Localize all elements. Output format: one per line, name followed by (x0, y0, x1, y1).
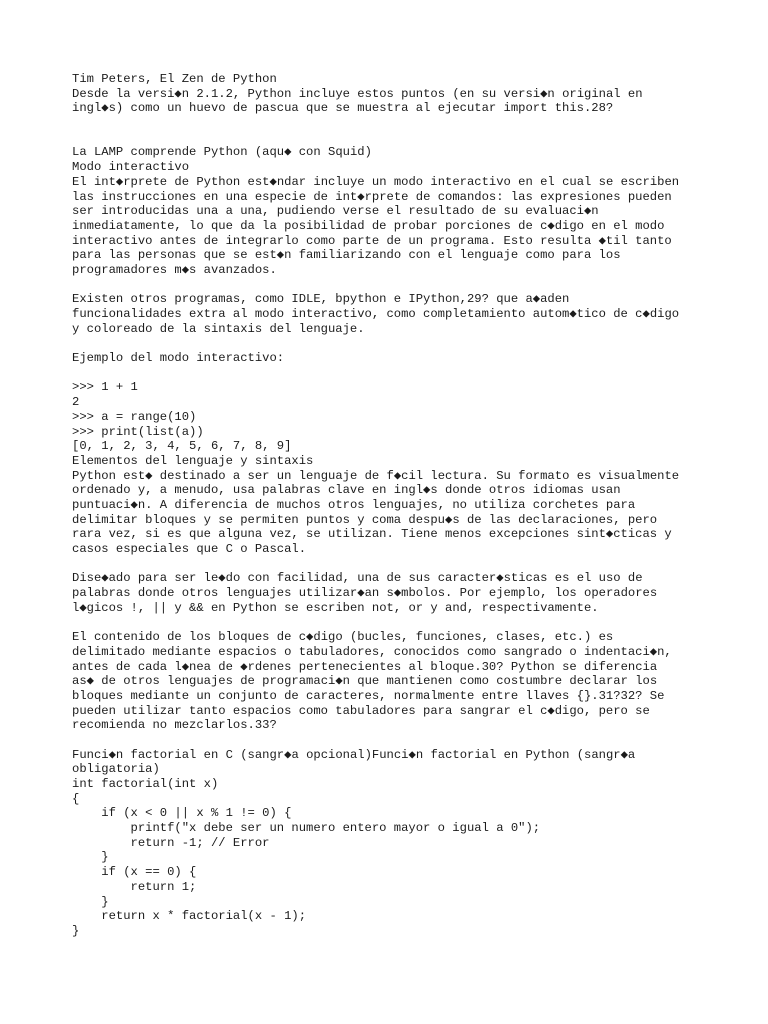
text-line: casos especiales que C o Pascal. (72, 542, 307, 556)
text-line: La LAMP comprende Python (aqu◆ con Squid) (72, 145, 372, 160)
text-line: >>> a = range(10) (72, 409, 197, 424)
text-line: return x * factorial(x - 1); (72, 909, 307, 924)
text-line: Ejemplo del modo interactivo: (72, 351, 285, 366)
text-line: 2 (72, 395, 80, 410)
text-line: ordenado y, a menudo, usa palabras clave en ingl◆s donde otros idiomas usan (72, 483, 621, 498)
blank-line (72, 336, 752, 351)
text-line: y coloreado de la sintaxis del lenguaje. (72, 321, 365, 336)
text-line: interactivo antes de integrarlo como parte de un programa. Esto resulta ◆til tanto (72, 233, 672, 248)
text-line: Funci◆n factorial en C (sangr◆a opcional)Funci◆n factorial en Python (sangr◆a (72, 747, 636, 762)
blank-line (72, 615, 752, 630)
text-line: [0, 1, 2, 3, 4, 5, 6, 7, 8, 9] (72, 439, 292, 454)
text-line: Modo interactivo (72, 160, 190, 175)
text-line: return -1; // Error (72, 835, 270, 850)
blank-line (72, 131, 752, 146)
text-line: programadores m◆s avanzados. (72, 262, 277, 277)
text-line: antes de cada l◆nea de ◆rdenes pertenecientes al bloque.30? Python se diferencia (72, 659, 658, 674)
text-line: ingl◆s) como un huevo de pascua que se muestra al ejecutar import this.28? (72, 101, 614, 116)
text-line: funcionalidades extra al modo interactivo, como completamiento autom◆tico de c◆digo (72, 307, 680, 321)
text-line: >>> print(list(a)) (72, 424, 204, 439)
text-line: if (x == 0) { (72, 865, 197, 880)
blank-line (72, 278, 752, 293)
text-line: if (x < 0 || x % 1 != 0) { (72, 806, 292, 821)
text-line: return 1; (72, 879, 197, 894)
blank-line (72, 366, 752, 381)
text-line: int factorial(int x) (72, 777, 219, 791)
blank-line (72, 557, 752, 572)
text-line: } (72, 923, 80, 938)
text-line: Dise◆ado para ser le◆do con facilidad, una de sus caracter◆sticas es el uso de (72, 571, 643, 586)
text-line: Tim Peters, El Zen de Python (72, 72, 277, 86)
text-line: puntuaci◆n. A diferencia de muchos otros lenguajes, no utiliza corchetes para (72, 497, 636, 512)
text-line: Desde la versi◆n 2.1.2, Python incluye estos puntos (en su versi◆n original en (72, 86, 643, 101)
text-line: { (72, 791, 80, 806)
text-line: } (72, 894, 109, 909)
text-line: bloques mediante un conjunto de caracteres, normalmente entre llaves {}.31?32? Se (72, 688, 665, 703)
blank-line (72, 733, 752, 748)
text-line: l◆gicos !, || y && en Python se escriben not, or y and, respectivamente. (72, 600, 599, 615)
blank-line (72, 116, 752, 131)
text-line: delimitar bloques y se permiten puntos y coma despu◆s de las declaraciones, pero (72, 512, 658, 527)
text-line: rara vez, si es que alguna vez, se utilizan. Tiene menos excepciones sint◆cticas y (72, 527, 672, 542)
text-line: Existen otros programas, como IDLE, bpython e IPython,29? que a◆aden (72, 292, 570, 307)
text-line: El contenido de los bloques de c◆digo (bucles, funciones, clases, etc.) es (72, 630, 614, 645)
text-line: recomienda no mezclarlos.33? (72, 718, 277, 733)
text-line: printf("x debe ser un numero entero mayor o igual a 0"); (72, 821, 541, 836)
text-line: inmediatamente, lo que da la posibilidad de probar porciones de c◆digo en el modo (72, 218, 665, 233)
text-line: >>> 1 + 1 (72, 380, 138, 395)
text-line: palabras donde otros lenguajes utilizar◆an s◆mbolos. Por ejemplo, los operadores (72, 586, 658, 601)
text-line: pueden utilizar tanto espacios como tabuladores para sangrar el c◆digo, pero se (72, 703, 650, 718)
text-line: Python est◆ destinado a ser un lenguaje de f◆cil lectura. Su formato es visualmente (72, 468, 680, 483)
text-line: } (72, 850, 109, 865)
text-line: Elementos del lenguaje y sintaxis (72, 453, 314, 468)
text-line: as◆ de otros lenguajes de programaci◆n que mantienen como costumbre declarar los (72, 674, 658, 689)
text-line: El int◆rprete de Python est◆ndar incluye un modo interactivo en el cual se escriben (72, 174, 680, 189)
text-line: obligatoria) (72, 762, 160, 777)
text-line: para las personas que se est◆n familiarizando con el lenguaje como para los (72, 248, 621, 263)
text-line: las instrucciones en una especie de int◆rprete de comandos: las expresiones pueden (72, 189, 672, 204)
text-line: ser introducidas una a una, pudiendo verse el resultado de su evaluaci◆n (72, 204, 599, 219)
text-line: delimitado mediante espacios o tabuladores, conocidos como sangrado o indentaci◆n, (72, 644, 672, 659)
document-text (72, 72, 752, 939)
